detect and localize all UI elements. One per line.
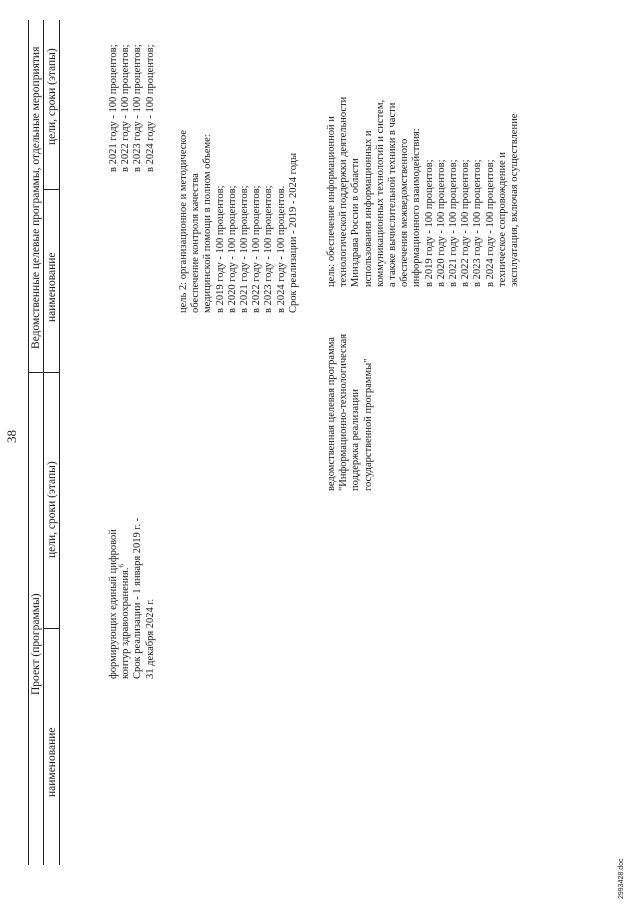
footnote-marker: 6 — [117, 564, 126, 568]
goal-line: коммуникационных технологий и систем, — [374, 99, 386, 287]
goal-line: в 2022 году - 100 процентов; — [460, 159, 472, 287]
col-divider-3 — [43, 189, 59, 190]
goal-line: в 2020 году - 100 процентов; — [226, 185, 238, 313]
goal-line: в 2024 году - 100 процентов; — [484, 159, 496, 287]
header-project-group: Проект (программы) — [30, 593, 42, 695]
program-name-line: "Информационно-технологическая — [338, 333, 350, 491]
goal-line: в 2022 году - 100 процентов; — [120, 44, 132, 172]
project-goals-line: формирующих единый цифровой — [108, 529, 119, 679]
program-goal-text — [326, 97, 521, 287]
goal-line: в 2019 году - 100 процентов; — [423, 159, 435, 287]
header-col-goals: цели, сроки (этапы) — [46, 461, 58, 558]
goal-line: в 2021 году - 100 процентов; — [239, 185, 251, 313]
project-goals-text — [108, 518, 157, 679]
goal-continuation-text — [108, 44, 157, 172]
goal-line: в 2021 году - 100 процентов; — [448, 159, 460, 287]
program-name-line: ведомственная целевая программа — [326, 337, 337, 491]
header-bottom-border — [59, 20, 60, 865]
goal-line: информационного взаимодействия: — [411, 128, 423, 287]
goal-line: техническое сопровождение и — [496, 152, 508, 287]
program-name-line: государственной программы" — [362, 358, 374, 491]
document-code: 2993428.doc — [618, 858, 625, 899]
goal-line: цель: обеспечение информационной и — [326, 116, 337, 287]
project-goals-line: 31 декабря 2024 г. — [144, 598, 156, 679]
goal-line: медицинской помощи в полном объеме: — [202, 134, 214, 313]
goal-line: в 2023 году - 100 процентов; — [263, 185, 275, 313]
goal-line: а также вычислительной техники в части — [387, 102, 399, 287]
col-divider-1 — [43, 628, 59, 629]
goal-line: в 2024 году - 100 процентов. — [275, 185, 287, 313]
project-goals-line: Срок реализации - 1 января 2019 г. - — [132, 517, 144, 679]
goal-line: технологической поддержки деятельности — [338, 96, 350, 287]
header-col-name: наименование — [46, 727, 58, 797]
goal-2-text — [178, 130, 300, 313]
header-col-name-right: наименование — [46, 252, 58, 322]
group-divider — [28, 372, 59, 373]
program-name-text — [326, 334, 375, 491]
goal-line: в 2024 году - 100 процентов; — [144, 44, 156, 172]
goal-line: Минздрава России в области — [350, 158, 362, 287]
goal-line: использования информационных и — [362, 130, 374, 287]
goal-line: в 2023 году - 100 процентов; — [472, 159, 484, 287]
header-col-goals-right: цели, сроки (этапы) — [46, 48, 58, 145]
goal-line: в 2023 году - 100 процентов; — [132, 44, 144, 172]
goal-line: эксплуатация, включая осуществление — [509, 113, 521, 287]
header-programs-group: Ведомственные целевые программы, отдельные мероприятия — [30, 46, 42, 349]
goal-line: цель 2: организационное и методическое — [178, 129, 189, 313]
goal-line: Срок реализации - 2019 - 2024 годы — [287, 152, 299, 313]
goal-line: обеспечения межведомственного — [399, 138, 411, 287]
goal-line: в 2019 году - 100 процентов; — [214, 185, 226, 313]
project-goals-line: контур здравоохранения.$^6$ — [117, 564, 132, 679]
goal-line: в 2021 году - 100 процентов; — [108, 44, 119, 172]
goal-line: в 2020 году - 100 процентов; — [435, 159, 447, 287]
goal-line: обеспечение контроля качества — [190, 173, 202, 313]
goal-line: в 2022 году - 100 процентов; — [251, 185, 263, 313]
program-name-line: поддержка реализации — [350, 389, 362, 491]
page-number: 38 — [4, 430, 19, 443]
header-group-divider — [43, 20, 44, 865]
